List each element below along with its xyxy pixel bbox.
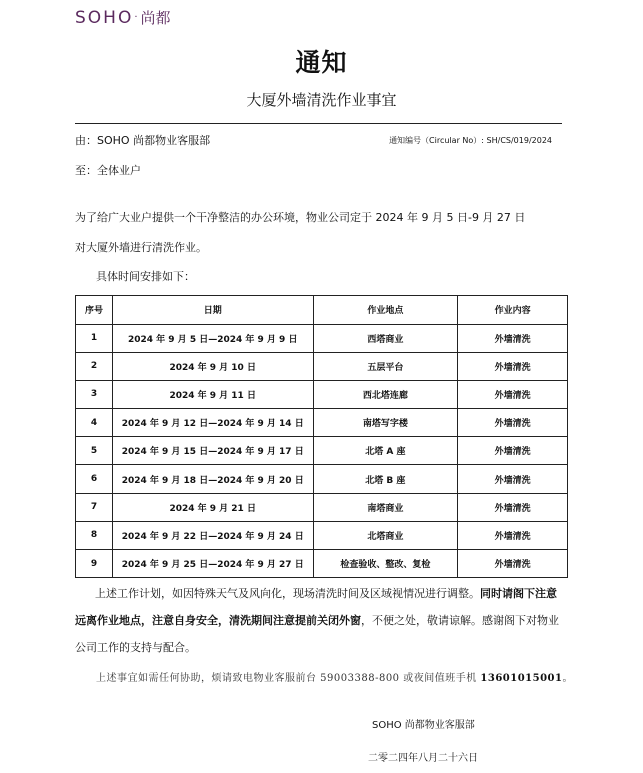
page-subtitle: 大厦外墙清洗作业事宜	[246, 91, 397, 109]
cell-content: 外墙清洗	[458, 409, 568, 437]
cell-location: 西塔商业	[313, 324, 458, 352]
header-content: 作业内容	[458, 296, 568, 325]
table-row	[76, 437, 568, 465]
cell-location: 南塔写字楼	[313, 409, 458, 437]
cell-content: 外墙清洗	[458, 521, 568, 549]
table-row	[76, 550, 568, 578]
table-row	[76, 493, 568, 521]
cell-seq: 2	[76, 352, 113, 380]
intro-paragraph	[75, 203, 567, 263]
cell-date: 2024 年 9 月 21 日	[112, 493, 313, 521]
to-line: 至：全体业户	[75, 164, 141, 177]
notice-paragraph	[75, 580, 567, 661]
table-row	[76, 324, 568, 352]
contact-text: 上述事宜如需任何协助，烦请致电物业客服前台 59003388-800 或夜间值班手机	[96, 673, 481, 684]
cell-date: 2024 年 9 月 18 日—2024 年 9 月 20 日	[112, 465, 313, 493]
page-title: 通知	[295, 48, 348, 77]
cell-location: 五层平台	[313, 352, 458, 380]
cell-seq: 8	[76, 521, 113, 549]
cell-date: 2024 年 9 月 25 日—2024 年 9 月 27 日	[112, 550, 313, 578]
signature-dept: SOHO 尚都物业客服部	[372, 720, 475, 731]
cell-date: 2024 年 9 月 22 日—2024 年 9 月 24 日	[112, 521, 313, 549]
notice-text: 上述工作计划，如因特殊天气及风向化，现场清洗时间及区域视情况进行调整。	[95, 587, 480, 600]
cell-date: 2024 年 9 月 15 日—2024 年 9 月 17 日	[112, 437, 313, 465]
cell-content: 外墙清洗	[458, 352, 568, 380]
cell-location: 南塔商业	[313, 493, 458, 521]
cell-date: 2024 年 9 月 12 日—2024 年 9 月 14 日	[112, 409, 313, 437]
circular-number: 通知编号（Circular No）: SH/CS/019/2024	[389, 136, 552, 145]
table-row	[76, 465, 568, 493]
cell-seq: 7	[76, 493, 113, 521]
table-row	[76, 409, 568, 437]
notice-text-end: ，不便之处，敬请谅解。感谢阁下对物业公司工作的支持与配合。	[75, 614, 559, 654]
cell-content: 外墙清洗	[458, 437, 568, 465]
cell-seq: 6	[76, 465, 113, 493]
cell-content: 外墙清洗	[458, 550, 568, 578]
cell-content: 外墙清洗	[458, 380, 568, 408]
header-location: 作业地点	[313, 296, 458, 325]
cell-seq: 5	[76, 437, 113, 465]
cell-seq: 3	[76, 380, 113, 408]
header-date: 日期	[112, 296, 313, 325]
intro-line-1: 为了给广大业户提供一个干净整洁的办公环境，物业公司定于 2024 年 9 月 5 日-9 月 27 日	[75, 211, 526, 224]
cell-location: 北塔 B 座	[313, 465, 458, 493]
schedule-table	[75, 295, 568, 578]
contact-line	[96, 669, 573, 684]
logo	[75, 7, 171, 28]
table-row	[76, 521, 568, 549]
logo-cn: 尚都	[140, 9, 171, 27]
table-header-row	[76, 296, 568, 325]
cell-seq: 4	[76, 409, 113, 437]
cell-seq: 1	[76, 324, 113, 352]
cell-content: 外墙清洗	[458, 324, 568, 352]
notice-emphasis: 同时请阁下注意远离作业地点，注意自身安全，清洗期间注意提前关闭外窗	[75, 587, 557, 627]
cell-date: 2024 年 9 月 11 日	[112, 380, 313, 408]
table-row	[76, 380, 568, 408]
intro-line-2: 对大厦外墙进行清洗作业。	[75, 241, 207, 254]
cell-content: 外墙清洗	[458, 493, 568, 521]
schedule-intro: 具体时间安排如下：	[96, 270, 195, 283]
header-seq: 序号	[76, 296, 113, 325]
logo-separator: ·	[134, 12, 140, 23]
cell-location: 北塔商业	[313, 521, 458, 549]
cell-date: 2024 年 9 月 10 日	[112, 352, 313, 380]
cell-location: 北塔 A 座	[313, 437, 458, 465]
cell-location: 西北塔连廊	[313, 380, 458, 408]
header-divider	[75, 123, 562, 124]
cell-location: 检查验收、整改、复检	[313, 550, 458, 578]
logo-latin: SOHO	[75, 8, 134, 28]
contact-end: 。	[562, 673, 573, 684]
table-row	[76, 352, 568, 380]
from-line: 由：SOHO 尚都物业客服部	[75, 134, 211, 147]
signature-date: 二零二四年八月二十六日	[368, 753, 478, 764]
cell-content: 外墙清洗	[458, 465, 568, 493]
cell-seq: 9	[76, 550, 113, 578]
duty-phone: 13601015001	[480, 673, 563, 684]
cell-date: 2024 年 9 月 5 日—2024 年 9 月 9 日	[112, 324, 313, 352]
